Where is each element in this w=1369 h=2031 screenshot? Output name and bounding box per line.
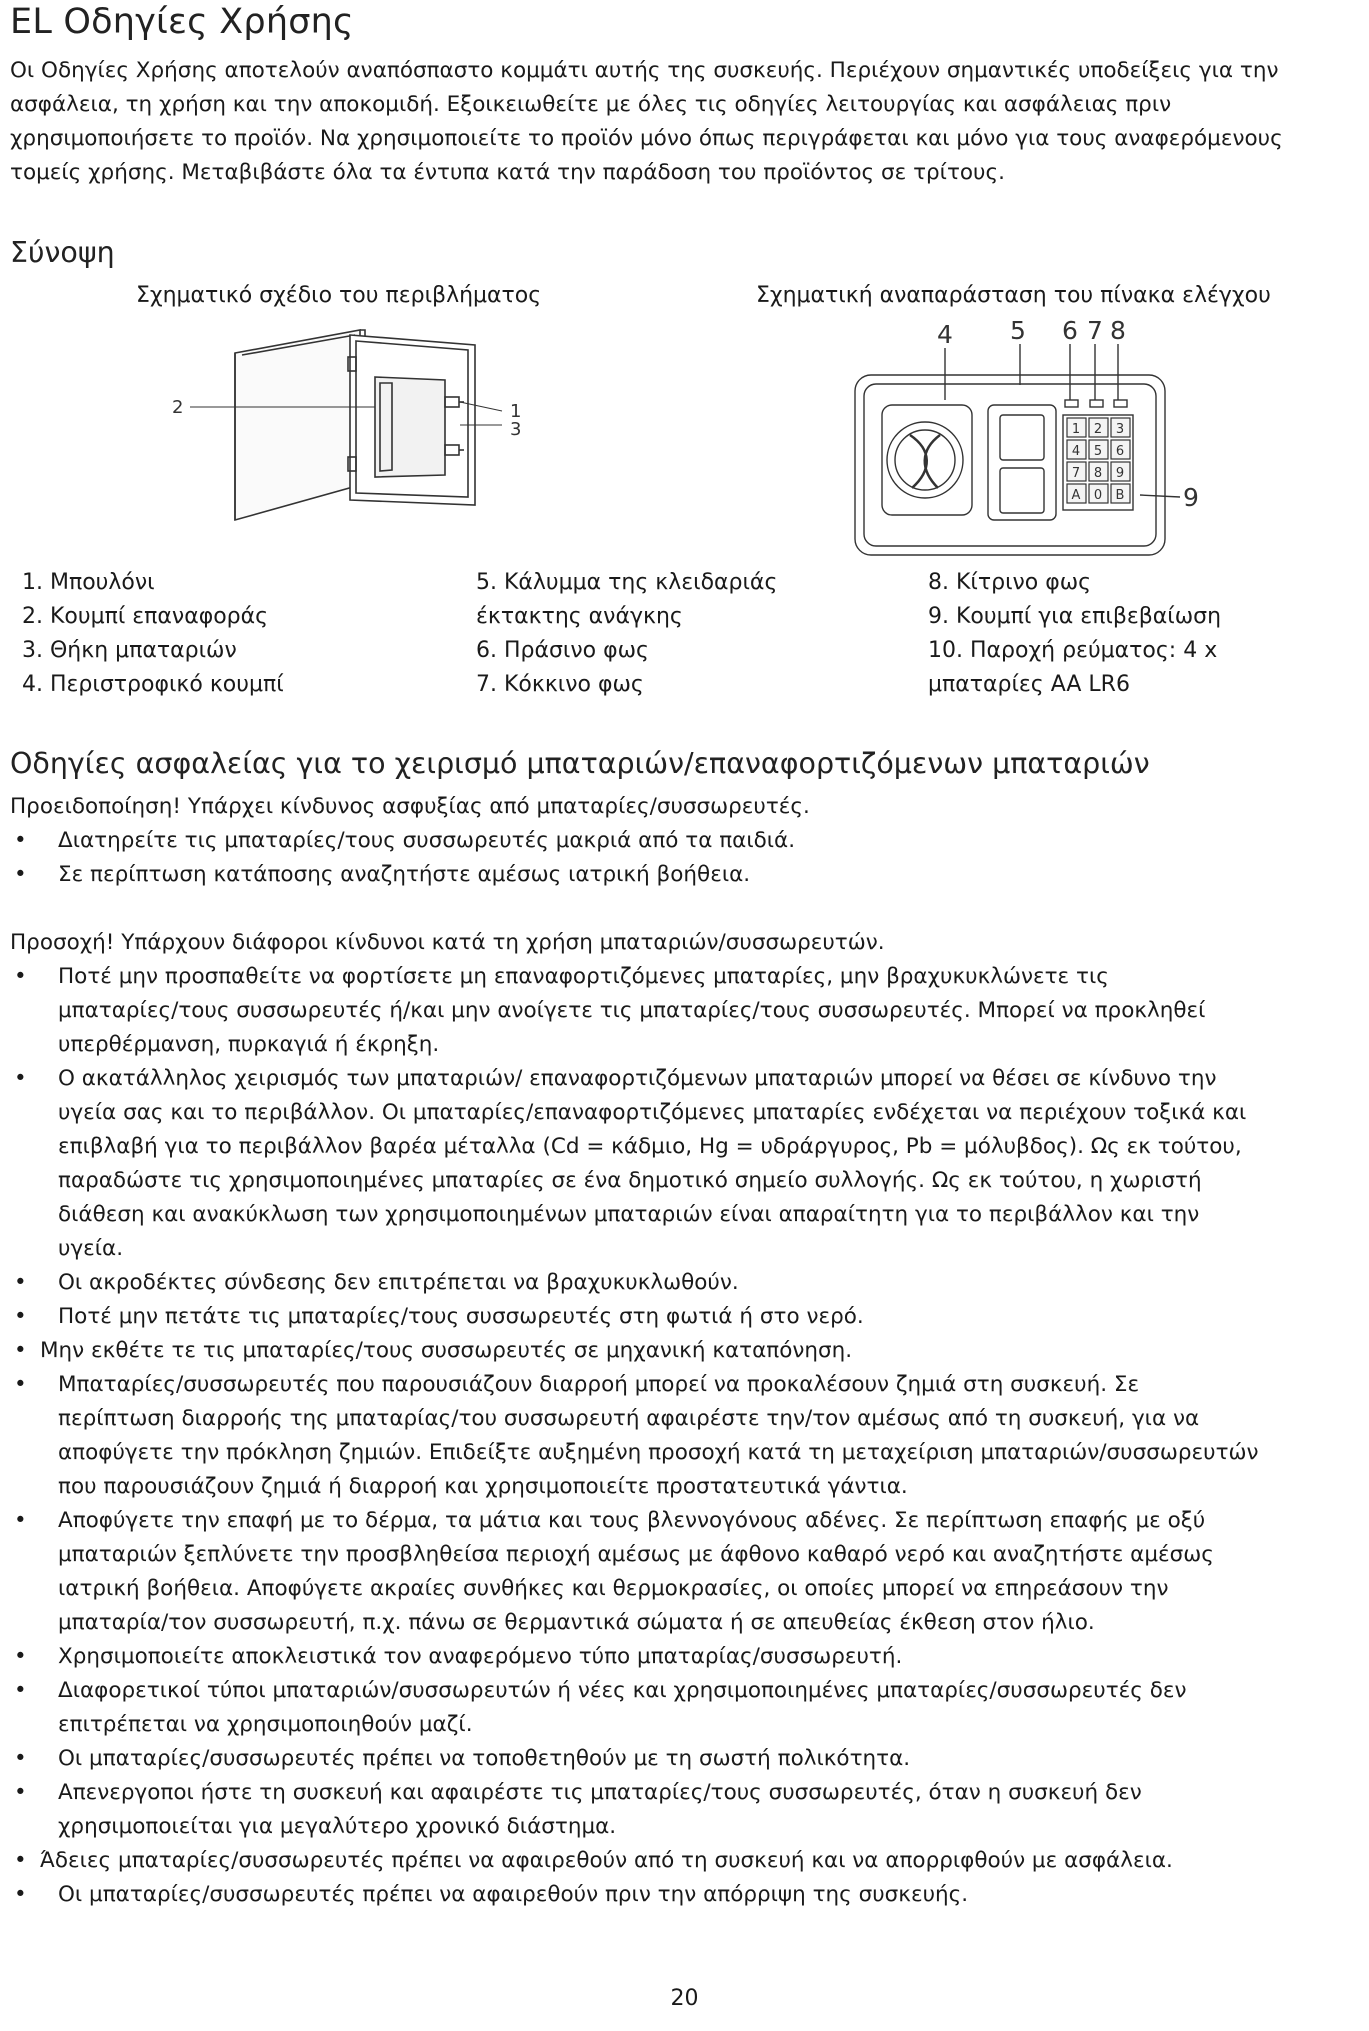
bullet-line: Ο ακατάλληλος χειρισμός των μπαταριών/ επαναφορτιζόμενων μπαταριών μπορεί να θέσει σε κίνδυνο την (58, 1066, 1217, 1091)
list-item: 2. Κουμπί επαναφοράς (22, 604, 269, 629)
list-item (10, 1300, 1365, 1334)
bullet-icon: • (14, 1508, 27, 1533)
bullet-icon: • (14, 1270, 27, 1295)
list-item: 6. Πράσινο φως (476, 638, 649, 663)
list-item (10, 1776, 1365, 1844)
keypad-key: 8 (1093, 466, 1103, 481)
list-item (10, 824, 1365, 858)
housing-callout-2: 2 (172, 397, 184, 418)
list-item (10, 1742, 1365, 1776)
warning-text: Προειδοποίηση! Υπάρχει κίνδυνος ασφυξίας από μπαταρίες/συσσωρευτές. (10, 794, 810, 819)
bullet-line: Απενεργοποι ήστε τη συσκευή και αφαιρέστε τις μπαταρίες/τους συσσωρευτές, όταν η συσκευή δεν (58, 1780, 1142, 1805)
bullet-icon: • (14, 964, 27, 989)
warning-bullets (10, 824, 1365, 892)
list-item (10, 1504, 1365, 1640)
intro-paragraph: Οι Οδηγίες Χρήσης αποτελούν αναπόσπαστο κομμάτι αυτής της συσκευής. Περιέχουν σημαντικές υποδείξεις για την ασφάλεια, τη χρήση και την αποκομιδή. Εξοικειωθείτε με όλες τις οδηγίες λειτουργίας και ασφάλειας πριν χρησιμοποιήσετε το προϊόν. Να χρησιμοποιείτε το προϊόν μόνο όπως περιγράφεται και μόνο για τους αναφερόμενους τομείς χρήσης. Μεταβιβάστε όλα τα έντυπα κατά την παράδοση του προϊόντος σε τρίτους. (10, 58, 1283, 185)
list-item (10, 960, 1365, 1062)
list-item (10, 1368, 1365, 1504)
keypad (1067, 418, 1130, 503)
bullet-line: επιτρέπεται να χρησιμοποιηθούν μαζί. (58, 1712, 473, 1737)
bullet-line: Διατηρείτε τις μπαταρίες/τους συσσωρευτές μακριά από τα παιδιά. (58, 828, 796, 853)
caution-text: Προσοχή! Υπάρχουν διάφοροι κίνδυνοι κατά τη χρήση μπαταριών/συσσωρευτών. (10, 930, 885, 955)
caution-bullets (10, 960, 1365, 1912)
bullet-line: μπαταριών ξεπλύνετε την προσβληθείσα περιοχή αμέσως με άφθονο καθαρό νερό και αναζητήστε αμέσως (58, 1542, 1214, 1567)
list-item (10, 1062, 1365, 1266)
panel-caption: Σχηματική αναπαράσταση του πίνακα ελέγχου (756, 283, 1271, 308)
bullet-line: Οι μπαταρίες/συσσωρευτές πρέπει να τοποθετηθούν με τη σωστή πολικότητα. (58, 1746, 911, 1771)
bullet-line: αποφύγετε την πρόκληση ζημιών. Επιδείξτε αυξημένη προσοχή κατά τη μεταχείριση μπαταριών/συσσωρευτών (58, 1440, 1259, 1465)
overview-heading: Σύνοψη (10, 236, 115, 269)
keypad-key: 3 (1115, 422, 1125, 437)
keypad-key: B (1115, 488, 1125, 503)
keypad-key: 6 (1115, 444, 1125, 459)
bullet-line: Αποφύγετε την επαφή με το δέρμα, τα μάτια και τους βλεννογόνους αδένες. Σε περίπτωση επαφής με οξύ (58, 1508, 1206, 1533)
bullet-line: Χρησιμοποιείτε αποκλειστικά τον αναφερόμενο τύπο μπαταρίας/συσσωρευτή. (58, 1644, 903, 1669)
list-item (10, 1674, 1365, 1742)
list-item: έκτακτης ανάγκης (476, 604, 683, 629)
bullet-icon: • (14, 1678, 27, 1703)
bullet-icon: • (14, 1338, 27, 1363)
list-item: 3. Θήκη μπαταριών (22, 638, 237, 663)
keypad-key: 2 (1093, 422, 1103, 437)
bullet-line: Οι μπαταρίες/συσσωρευτές πρέπει να αφαιρεθούν πριν την απόρριψη της συσκευής. (58, 1882, 969, 1907)
bullet-line: Οι ακροδέκτες σύνδεσης δεν επιτρέπεται να βραχυκυκλωθούν. (58, 1270, 739, 1295)
parts-list-col1 (22, 566, 284, 702)
bullet-line: υπερθέρμανση, πυρκαγιά ή έκρηξη. (58, 1032, 440, 1057)
page-title: EL Οδηγίες Χρήσης (10, 2, 354, 42)
parts-list-col2 (476, 566, 777, 702)
list-item (10, 1640, 1365, 1674)
bullet-line: που παρουσιάζουν ζημιά ή διαρροή και χρησιμοποιείτε προστατευτικά γάντια. (58, 1474, 908, 1499)
bullet-line: Μπαταρίες/συσσωρευτές που παρουσιάζουν διαρροή μπορεί να προκαλέσουν ζημιά στη συσκευή. Σε (58, 1372, 1140, 1397)
keypad-key: 9 (1115, 466, 1125, 481)
list-item: 8. Κίτρινο φως (928, 570, 1092, 595)
bullet-icon: • (14, 1882, 27, 1907)
panel-callout-9: 9 (1183, 483, 1199, 512)
bullet-line: μπαταρία/τον συσσωρευτή, π.χ. πάνω σε θερμαντικά σώματα ή σε απευθείας έκθεση στον ήλιο. (58, 1610, 1095, 1635)
keypad-key: 4 (1071, 444, 1081, 459)
list-item (10, 1266, 1365, 1300)
bullet-line: επιβλαβή για το περιβάλλον βαρέα μέταλλα (Cd = κάδμιο, Hg = υδράργυρος, Pb = μόλυβδος). Ως εκ τούτου, (58, 1134, 1242, 1159)
bullet-line: υγεία σας και το περιβάλλον. Οι μπαταρίες/επαναφορτιζόμενες μπαταρίες ενδέχεται να περιέχουν τοξικά και (58, 1100, 1247, 1125)
bullet-line: Ποτέ μην πετάτε τις μπαταρίες/τους συσσωρευτές στη φωτιά ή στο νερό. (58, 1304, 864, 1329)
bullet-line: περίπτωση διαρροής της μπαταρίας/του συσσωρευτή αφαιρέστε την/τον αμέσως από τη συσκευή, για να (58, 1406, 1200, 1431)
bullet-icon: • (14, 1644, 27, 1669)
page-number: 20 (670, 1986, 699, 2011)
bullet-line: Διαφορετικοί τύποι μπαταριών/συσσωρευτών ή νέες και χρησιμοποιημένες μπαταρίες/συσσωρευτές δεν (58, 1678, 1187, 1703)
bullet-line: υγεία. (58, 1236, 124, 1261)
housing-callout-1: 1 (510, 401, 522, 422)
bullet-icon: • (14, 828, 27, 853)
bullet-line: Άδειες μπαταρίες/συσσωρευτές πρέπει να αφαιρεθούν από τη συσκευή και να απορριφθούν με ασφάλεια. (40, 1848, 1173, 1873)
bullet-line: Ποτέ μην προσπαθείτε να φορτίσετε μη επαναφορτιζόμενες μπαταρίες, μην βραχυκυκλώνετε τις (58, 964, 1109, 989)
list-item (10, 1844, 1365, 1878)
list-item: μπαταρίες AA LR6 (928, 672, 1130, 697)
bullet-line: χρησιμοποιείται για μεγαλύτερο χρονικό διάστημα. (58, 1814, 617, 1839)
list-item: 7. Κόκκινο φως (476, 672, 644, 697)
keypad-key: 7 (1071, 466, 1081, 481)
parts-list-col3 (928, 566, 1221, 702)
housing-callout-3: 3 (510, 419, 522, 440)
panel-callout-5: 5 (1010, 316, 1026, 345)
keypad-key: A (1071, 488, 1081, 503)
bullet-icon: • (14, 1066, 27, 1091)
bullet-line: Σε περίπτωση κατάποσης αναζητήστε αμέσως ιατρική βοήθεια. (58, 862, 751, 887)
control-panel-diagram (850, 310, 1360, 560)
panel-callout-6: 6 (1062, 316, 1078, 345)
bullet-icon: • (14, 1372, 27, 1397)
keypad-key: 5 (1093, 444, 1103, 459)
panel-callout-7: 7 (1087, 316, 1103, 345)
list-item: 9. Κουμπί για επιβεβαίωση (928, 604, 1222, 629)
keypad-key: 0 (1093, 488, 1103, 503)
bullet-line: παραδώστε τις χρησιμοποιημένες μπαταρίες σε ένα δημοτικό σημείο συλλογής. Ως εκ τούτου, η χωριστή (58, 1168, 1202, 1193)
bullet-icon: • (14, 1746, 27, 1771)
panel-callout-8: 8 (1110, 316, 1126, 345)
bullet-icon: • (14, 862, 27, 887)
bullet-line: μπαταρίες/τους συσσωρευτές ή/και μην ανοίγετε τις μπαταρίες/τους συσσωρευτές. Μπορεί να προκληθεί (58, 998, 1206, 1023)
bullet-line: ιατρική βοήθεια. Αποφύγετε ακραίες συνθήκες και θερμοκρασίες, οι οποίες μπορεί να επηρεάσουν την (58, 1576, 1169, 1601)
bullet-icon: • (14, 1780, 27, 1805)
safe-housing-diagram (160, 325, 580, 540)
list-item (10, 858, 1365, 892)
list-item: 4. Περιστροφικό κουμπί (22, 672, 284, 697)
safety-heading: Οδηγίες ασφαλείας για το χειρισμό μπαταριών/επαναφορτιζόμενων μπαταριών (10, 747, 1150, 780)
list-item (10, 1878, 1365, 1912)
panel-callout-4: 4 (937, 320, 953, 349)
list-item: 5. Κάλυμμα της κλειδαριάς (476, 570, 778, 595)
bullet-line: διάθεση και ανακύκλωση των χρησιμοποιημένων μπαταριών είναι απαραίτητη για το περιβάλλον και την (58, 1202, 1200, 1227)
list-item: 10. Παροχή ρεύματος: 4 x (928, 638, 1218, 663)
bullet-line: Μην εκθέτε τε τις μπαταρίες/τους συσσωρευτές σε μηχανική καταπόνηση. (40, 1338, 853, 1363)
bullet-icon: • (14, 1304, 27, 1329)
keypad-key: 1 (1071, 422, 1081, 437)
safety-section (10, 790, 1365, 1912)
list-item (10, 1334, 1365, 1368)
list-item: 1. Μπουλόνι (22, 570, 155, 595)
housing-caption: Σχηματικό σχέδιο του περιβλήματος (136, 283, 542, 308)
bullet-icon: • (14, 1848, 27, 1873)
